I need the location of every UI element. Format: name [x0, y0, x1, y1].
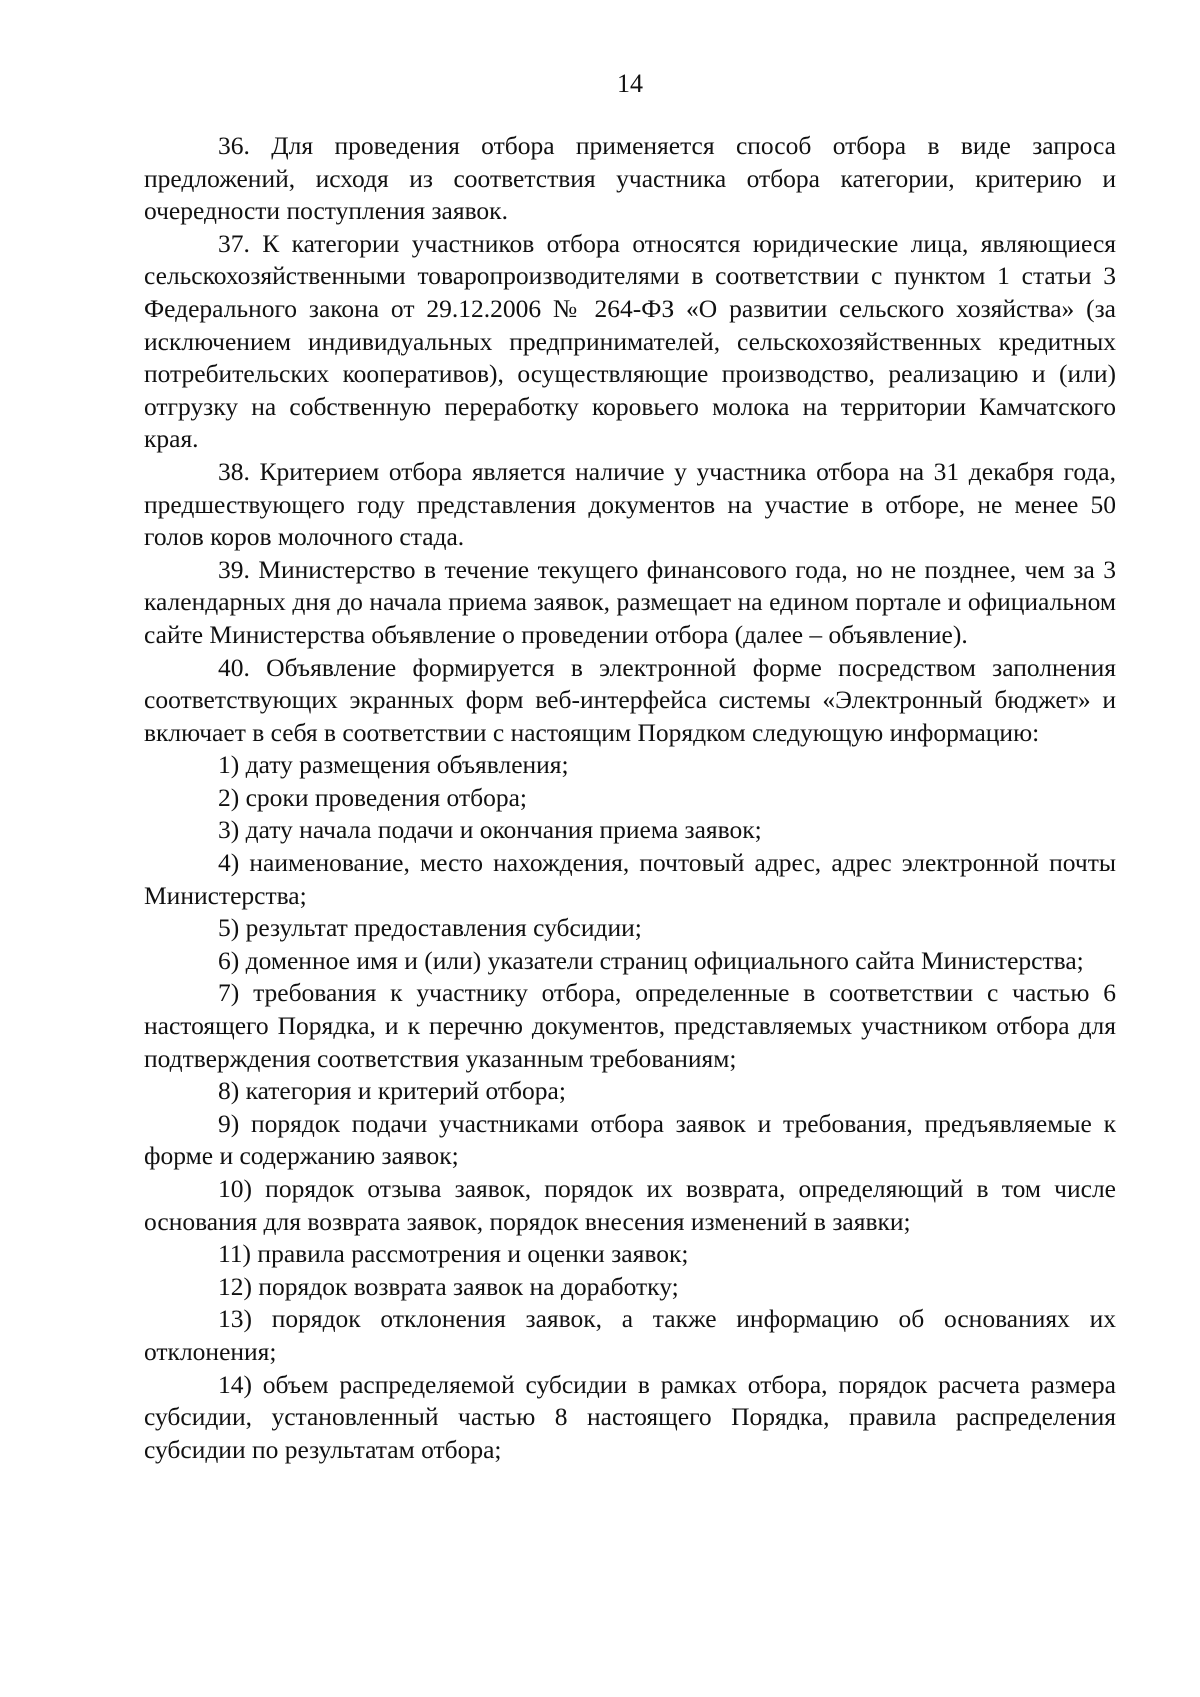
paragraph-40: 40. Объявление формируется в электронной форме посредством заполнения соответствующих экранных форм веб-интерфейса системы «Электронный бюджет» и включает в себя в соответствии с настоящим Порядком следующую информацию:: [144, 652, 1116, 747]
list-item-13: 13) порядок отклонения заявок, а также информацию об основаниях их отклонения;: [144, 1304, 1116, 1366]
paragraph-39: 39. Министерство в течение текущего финансового года, но не позднее, чем за 3 календарных дня до начала приема заявок, размещает на едином портале и официальном сайте Министерства объявление о проведении отбора (далее – объявление).: [144, 554, 1116, 649]
list-item-1: 1) дату размещения объявления;: [218, 750, 569, 780]
list-item-10: 10) порядок отзыва заявок, порядок их возврата, определяющий в том числе основания для возврата заявок, порядок внесения изменений в заявки;: [144, 1174, 1116, 1236]
list-item-9: 9) порядок подачи участниками отбора заявок и требования, предъявляемые к форме и содержанию заявок;: [144, 1108, 1116, 1171]
page-number: 14: [617, 69, 643, 98]
list-item-8: 8) категория и критерий отбора;: [218, 1076, 566, 1106]
list-item-5: 5) результат предоставления субсидии;: [218, 913, 642, 943]
list-item-11: 11) правила рассмотрения и оценки заявок;: [218, 1239, 689, 1269]
list-item-12: 12) порядок возврата заявок на доработку;: [218, 1271, 679, 1301]
list-item-2: 2) сроки проведения отбора;: [218, 782, 527, 812]
paragraph-37: 37. К категории участников отбора относятся юридические лица, являющиеся сельскохозяйственными товаропроизводителями в соответствии с пунктом 1 статьи 3 Федерального закона от 29.12.2006 № 264-ФЗ «О развитии сельского хозяйства» (за исключением индивидуальных предпринимателей, сельскохозяйственных кредитных потребительских кооперативов), осуществляющие производство, реализацию и (или) отгрузку на собственную переработку коровьего молока на территории Камчатского края.: [144, 228, 1116, 454]
list-item-14: 14) объем распределяемой субсидии в рамках отбора, порядок расчета размера субсидии, установленный частью 8 настоящего Порядка, правила распределения субсидии по результатам отбора;: [144, 1369, 1116, 1464]
list-item-3: 3) дату начала подачи и окончания приема заявок;: [218, 815, 762, 845]
list-item-6: 6) доменное имя и (или) указатели страниц официального сайта Министерства;: [218, 945, 1084, 975]
list-item-7: 7) требования к участнику отбора, определенные в соответствии с частью 6 настоящего Порядка, и к перечню документов, представляемых участником отбора для подтверждения соответствия указанным требованиям;: [144, 978, 1116, 1073]
paragraph-36: 36. Для проведения отбора применяется способ отбора в виде запроса предложений, исходя из соответствия участника отбора категории, критерию и очередности поступления заявок.: [144, 131, 1116, 226]
list-item-4: 4) наименование, место нахождения, почтовый адрес, адрес электронной почты Министерства;: [144, 848, 1116, 910]
paragraph-38: 38. Критерием отбора является наличие у участника отбора на 31 декабря года, предшествующего году представления документов на участие в отборе, не менее 50 голов коров молочного стада.: [144, 456, 1116, 552]
